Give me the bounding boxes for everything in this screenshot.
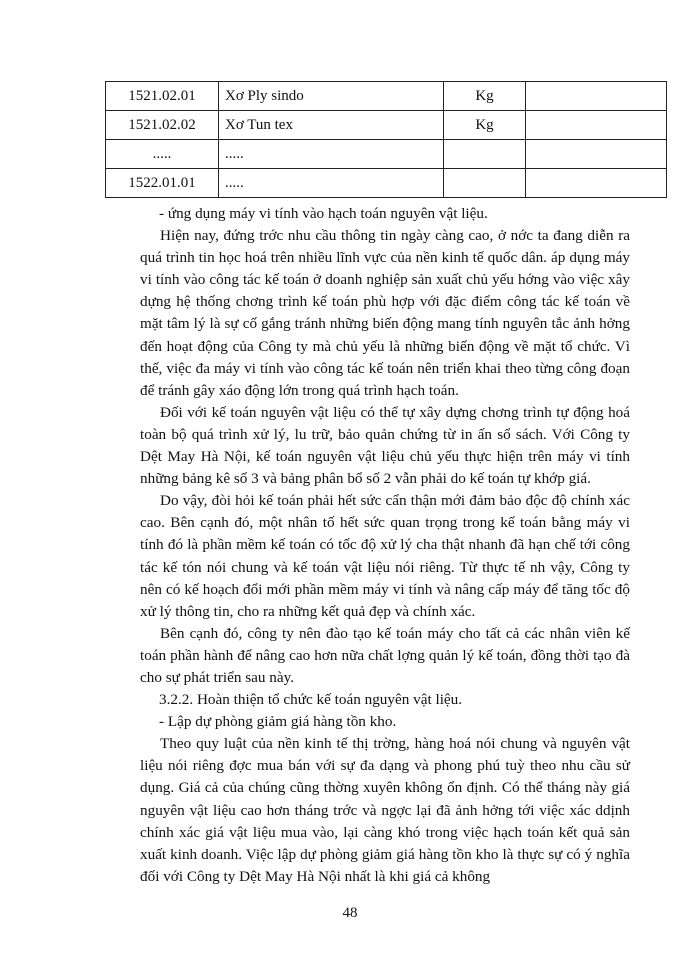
table-row: [106, 82, 667, 111]
material-name-cell: Xơ Tun tex: [219, 111, 444, 140]
material-code-cell: .....: [106, 140, 219, 169]
body-text: [140, 203, 630, 888]
material-name-cell: .....: [219, 140, 444, 169]
materials-table: [105, 81, 667, 198]
table-row: [106, 140, 667, 169]
material-name-cell: Xơ Ply sindo: [219, 82, 444, 111]
page-number: 48: [342, 905, 358, 921]
bullet-heading: - Lập dự phòng giảm giá hàng tồn kho.: [159, 713, 397, 731]
unit-cell: [444, 140, 526, 169]
paragraph: Bên cạnh đó, công ty nên đào tạo kế toán máy cho tất cả các nhân viên kế toán phần hành để nâng cao hơn nữa chất lợng quản lý kế toán, đồng thời tạo đà cho sự phát triển sau này.: [140, 624, 630, 686]
table-row: [106, 169, 667, 198]
material-code-cell: 1522.01.01: [106, 169, 219, 198]
paragraph: Do vậy, đòi hỏi kế toán phải hết sức cẩn thận mới đảm bảo độc độ chính xác cao. Bên cạnh đó, một nhân tố hết sức quan trọng trong kế toán bằng máy vi tính đó là phần mềm kế toán có tốc độ xử lý cha thật nhanh đã hạn chế tới công tác kế tón nói chung và kế toán vật liệu nói riêng. Từ thực tế nh vậy, Công ty nên có kế hoạch đổi mới phần mềm máy vi tính và nâng cấp máy để tăng tốc độ xử lý thông tin, cho ra những kết quả đẹp và chính xác.: [140, 492, 630, 620]
empty-cell: [526, 111, 667, 140]
material-name-cell: .....: [219, 169, 444, 198]
bullet-heading: - ứng dụng máy vi tính vào hạch toán nguyên vật liệu.: [159, 205, 488, 222]
material-code-cell: 1521.02.01: [106, 82, 219, 111]
table-row: [106, 111, 667, 140]
material-code-cell: 1521.02.02: [106, 111, 219, 140]
paragraph: Đối với kế toán nguyên vật liệu có thể tự xây dựng chơng trình tự động hoá toàn bộ quá trình xử lý, lu trữ, bảo quản chứng từ in ấn sổ sách. Với Công ty Dệt May Hà Nội, kế toán nguyên vật liệu chủ yếu thực hiện trên máy vi tính những bảng kê số 3 và bảng phân bổ số 2 vẫn phải do kế toán tự khớp giá.: [140, 403, 630, 488]
empty-cell: [526, 82, 667, 111]
section-heading: 3.2.2. Hoàn thiện tổ chức kế toán nguyên vật liệu.: [159, 691, 463, 709]
paragraph: Hiện nay, đứng trớc nhu cầu thông tin ngày càng cao, ở nớc ta đang diễn ra quá trình tin học hoá trên nhiều lĩnh vực của nền kinh tế quốc dân. áp dụng máy vi tính vào công tác kế toán ở doanh nghiệp sản xuất chủ yếu hớng vào việc xây dựng hệ thống chơng trình kế toán phù hợp với đặc điểm công tác kế toán về mặt tâm lý là sự cố gắng tránh những biến động mang tính nguyên tắc ảnh hởng đến hoạt động của Công ty mà chủ yếu là những biến động về mặt tổ chức. Vì thế, việc đa máy vi tính vào công tác kế toán nên triển khai theo từng công đoạn để tránh gây xáo động lớn trong quá trình hạch toán.: [140, 227, 630, 399]
unit-cell: [444, 169, 526, 198]
empty-cell: [526, 140, 667, 169]
paragraph: Theo quy luật của nền kinh tế thị trờng, hàng hoá nói chung và nguyên vật liệu nói riêng đợc mua bán với sự đa dạng và phong phú tuỳ theo nhu cầu sử dụng. Giá cả của chúng cũng thờng xuyên không ổn định. Có thể tháng này giá nguyên vật liệu cao hơn tháng trớc và ngợc lại đã ảnh hởng tới việc xác ddịnh chính xác giá vật liệu mua vào, lại càng khó trong việc hạch toán kết quả sản xuất kinh doanh. Việc lập dự phòng giảm giá hàng tồn kho là thực sự có ý nghĩa đối với Công ty Dệt May Hà Nội nhất là khi giá cả không: [140, 735, 630, 885]
unit-cell: Kg: [444, 82, 526, 111]
unit-cell: Kg: [444, 111, 526, 140]
empty-cell: [526, 169, 667, 198]
